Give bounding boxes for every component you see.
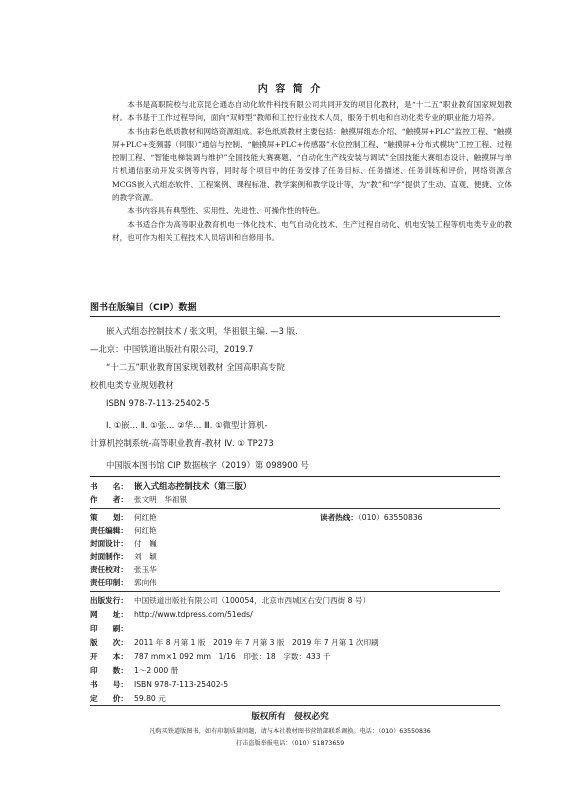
cip-line: Ⅰ. ①嵌… Ⅱ. ①张… ②华… Ⅲ. ①微型计算机- — [106, 420, 268, 430]
field-value: 刘 颖 — [134, 552, 157, 561]
field-value: 1～2 000 册 — [134, 666, 179, 675]
field-label: 定 价： — [90, 694, 128, 703]
field-label: 出版发行： — [90, 596, 128, 605]
field-value: ISBN 978-7-113-25402-5 — [134, 680, 229, 689]
field-value: 59.80 元 — [134, 694, 166, 703]
field-value: 何红艳 — [134, 526, 157, 535]
intro-paragraph: 本书是高职院校与北京昆仑通态自动化软件科技有限公司共同开发的项目化教材，是“十二五”职业教育国家规划教材。本书基于工作过程导向，面向“双师型”教师和工控行业技术人员，服务于机电和自动化类专业的职业能力培养。 — [112, 100, 512, 123]
divider — [90, 591, 500, 592]
cip-line: 计算机控制系统-高等职业教育-教材 Ⅳ. ① TP273 — [90, 438, 274, 448]
reader-hotline — [320, 512, 423, 523]
cip-line: 嵌入式组态控制技术 / 张文明，华祖银主编. —3 版. — [106, 326, 298, 336]
publication-row — [90, 651, 331, 662]
book-title-row — [90, 480, 251, 492]
publication-row — [90, 665, 178, 676]
publication-row — [90, 595, 370, 606]
field-label: 作 者： — [90, 495, 128, 504]
publication-row — [90, 623, 134, 634]
field-value: 郭向伟 — [134, 578, 157, 587]
field-label: 封面设计： — [90, 539, 128, 548]
cip-number — [90, 456, 500, 474]
field-label: 策 划： — [90, 513, 128, 522]
intro-paragraph: 本书由彩色纸质教材和网络资源组成。彩色纸质教材主要包括：触摸屏组态介绍、“触摸屏+PLC”监控工程、“触摸屏+PLC+变频器（伺服）”通信与控制、“触摸屏+PLC+传感器”水位控制工程、“触摸屏+分布式模块”工控工程、过程控制工程、“智能电梯装调与维护”全国技能大赛赛题、“自动化生产线安装与调试”全国技能大赛组态设计、触摸屏与单片机通信驱动开发实例等内容，同时每个项目中的任务安排了任务目标、任务描述、任务训练和评价，网络资源含MCGS嵌入式组态软件、工程案例、课程标准、教学案例和教学设计等，为“教”和“学”提供了生动、直观、便捷、立体的教学资源。 — [112, 126, 512, 203]
publication-row — [90, 693, 166, 704]
field-label: 责任印制： — [90, 578, 128, 587]
piracy-hotline: 打击盗版举报电话：（010）51873659 — [235, 740, 345, 747]
field-value: 付 巍 — [134, 539, 157, 548]
field-label: 印 数： — [90, 666, 128, 675]
cip-line: 中国版本图书馆 CIP 数据核字（2019）第 098900 号 — [106, 460, 309, 470]
staff-row — [90, 577, 157, 588]
field-label: 印 刷： — [90, 624, 128, 633]
cip-heading: 图书在版编目（CIP）数据 — [90, 303, 197, 313]
field-label: 书 名： — [90, 482, 128, 491]
field-value: 787 mm×1 092 mm 1/16 印张：18 字数：433 千 — [134, 652, 331, 661]
staff-row — [90, 551, 157, 562]
field-label: 书 号： — [90, 680, 128, 689]
book-author-row — [90, 494, 187, 505]
rights-notice: 版权所有 侵权必究 — [251, 712, 329, 722]
cip-line: —北京：中国铁道出版社有限公司，2019.7 — [90, 344, 254, 354]
publication-row — [90, 679, 228, 690]
staff-row — [90, 564, 157, 575]
field-label: 开 本： — [90, 652, 128, 661]
intro-title: 内 容 简 介 — [257, 84, 323, 95]
field-label: 封面制作： — [90, 552, 128, 561]
cip-record — [90, 322, 500, 412]
cip-bottom-rule — [90, 476, 500, 477]
divider — [90, 705, 500, 706]
field-label: 责任校对： — [90, 565, 128, 574]
publication-row — [90, 637, 379, 648]
website-value: http://www.tdpress.com/51eds/ — [134, 610, 253, 619]
cip-line: 校机电类专业规划教材 — [90, 380, 174, 390]
planner-value: 何红艳 — [134, 513, 157, 522]
book-title: 嵌入式组态控制技术（第三版） — [134, 481, 252, 491]
field-label: 读者热线： — [320, 513, 358, 522]
field-value: 中国铁道出版社有限公司（100054，北京市西城区右安门西街 8 号） — [134, 596, 371, 605]
quality-note: 凡购买铁道版图书，如有印制质量问题，请与本社教材图书营销部联系调换。电话：（010）63550836 — [149, 728, 431, 735]
book-author: 张文明 华祖银 — [134, 495, 188, 504]
cip-classification — [90, 416, 500, 452]
staff-row — [90, 525, 157, 536]
publication-row — [90, 609, 253, 620]
cip-top-rule — [90, 316, 500, 317]
intro-paragraph: 本书内容具有典型性、实用性、先进性、可操作性的特色。 — [127, 206, 325, 216]
planner-row — [90, 512, 157, 523]
intro-body — [112, 98, 512, 244]
divider — [90, 508, 500, 509]
cip-line: ISBN 978-7-113-25402-5 — [106, 398, 210, 408]
field-value: 张玉华 — [134, 565, 157, 574]
field-value: 2011 年 8 月第 1 版 2019 年 7 月第 3 版 2019 年 7 月第 1 次印刷 — [134, 638, 379, 647]
hotline-value: （010）63550836 — [357, 513, 423, 522]
field-label: 版 次： — [90, 638, 128, 647]
field-label: 责任编辑： — [90, 526, 128, 535]
intro-paragraph: 本书适合作为高等职业教育机电一体化技术、电气自动化技术、生产过程自动化、机电安装工程等机电类专业的教材，也可作为相关工程技术人员培训和自修用书。 — [112, 219, 512, 242]
staff-row — [90, 538, 157, 549]
field-label: 网 址： — [90, 610, 128, 619]
cip-line: “十二五”职业教育国家规划教材 全国高职高专院 — [106, 362, 285, 372]
